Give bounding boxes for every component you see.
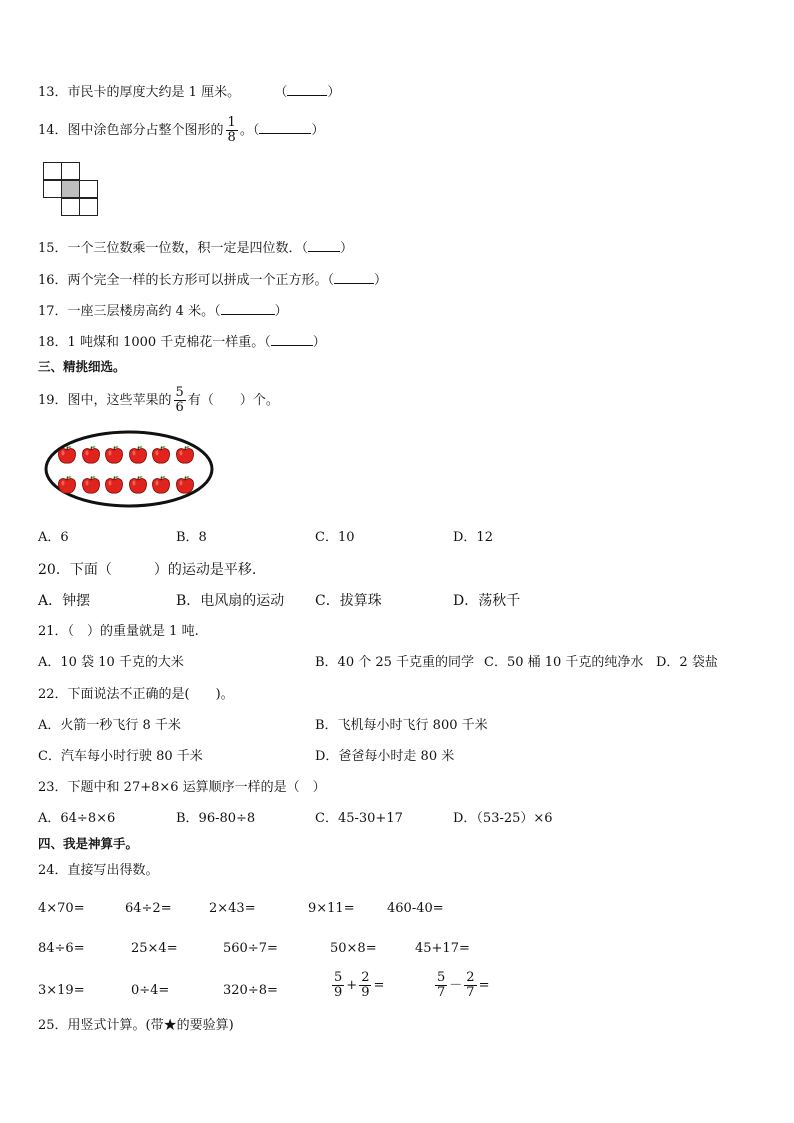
q19-option-b[interactable]: B．8 xyxy=(176,530,207,545)
grid-cell xyxy=(43,162,62,180)
question-15 xyxy=(38,238,353,258)
q19-option-d[interactable]: D．12 xyxy=(453,530,493,545)
calc-item: 50×8= xyxy=(330,941,377,956)
q23-option-a[interactable]: A．64÷8×6 xyxy=(38,811,116,826)
fraction-denominator: 7 xyxy=(437,985,446,1000)
apple-icon xyxy=(57,445,77,463)
calc-item: 460-40= xyxy=(387,901,444,916)
calc-item: 25×4= xyxy=(131,941,178,956)
paren-close: ） xyxy=(374,273,388,288)
question-13-text: 13．市民卡的厚度大约是 1 厘米。 xyxy=(38,85,241,100)
question-21: 21．（ ）的重量就是 1 吨. xyxy=(38,624,199,639)
apple-oval xyxy=(44,430,216,510)
q21-option-b[interactable]: B．40 个 25 千克重的同学 xyxy=(315,655,475,670)
fraction-five-sixths xyxy=(174,386,186,415)
fraction-addition xyxy=(330,971,384,1000)
grid-cell xyxy=(79,198,98,216)
operator: + xyxy=(346,978,358,993)
question-19-after: 有（ ）个。 xyxy=(187,393,279,408)
q20-option-b[interactable]: B．电风扇的运动 xyxy=(176,593,285,609)
apple-icon xyxy=(57,475,77,493)
question-13 xyxy=(38,82,340,102)
apple-icon xyxy=(104,445,124,463)
fraction-numerator: 2 xyxy=(466,970,475,985)
fraction-denominator: 7 xyxy=(466,985,475,1000)
answer-blank-16[interactable] xyxy=(334,270,374,284)
question-19-text: 19．图中，这些苹果的 xyxy=(38,393,172,408)
operator: － xyxy=(449,978,463,993)
grid-figure xyxy=(43,162,103,222)
q21-option-a[interactable]: A．10 袋 10 千克的大米 xyxy=(38,655,184,670)
fraction-denominator: 9 xyxy=(361,985,370,1000)
apple-icon xyxy=(128,475,148,493)
equals-sign: = xyxy=(373,978,385,993)
fraction-numerator: 5 xyxy=(175,385,184,400)
fraction-subtraction xyxy=(433,971,489,1000)
q19-option-c[interactable]: C．10 xyxy=(315,530,355,545)
fraction xyxy=(435,971,447,1000)
question-14 xyxy=(38,116,324,145)
question-15-text: 15．一个三位数乘一位数，积一定是四位数．（ xyxy=(38,241,309,256)
apple-icon xyxy=(104,475,124,493)
paren-open: （ xyxy=(274,85,288,100)
fraction-denominator: 9 xyxy=(334,985,343,1000)
paren-close: ） xyxy=(311,123,325,138)
grid-cell xyxy=(61,198,80,216)
section-heading-3: 三、精挑细选。 xyxy=(38,359,126,374)
q19-option-a[interactable]: A．6 xyxy=(38,530,69,545)
question-24: 24．直接写出得数。 xyxy=(38,863,159,878)
fraction xyxy=(464,971,476,1000)
apple-icon xyxy=(151,475,171,493)
question-14-after: 。（ xyxy=(239,123,260,138)
question-17 xyxy=(38,301,288,321)
question-14-text: 14．图中涂色部分占整个图形的 xyxy=(38,123,224,138)
question-16-text: 16．两个完全一样的长方形可以拼成一个正方形。（ xyxy=(38,273,335,288)
question-17-text: 17．一座三层楼房高约 4 米。（ xyxy=(38,304,221,319)
calc-item: 3×19= xyxy=(38,983,85,998)
grid-cell xyxy=(61,162,80,180)
answer-blank-15[interactable] xyxy=(308,238,340,252)
question-18 xyxy=(38,332,326,352)
calc-item: 2×43= xyxy=(209,901,256,916)
q22-option-d[interactable]: D．爸爸每小时走 80 米 xyxy=(315,749,455,764)
calc-item: 9×11= xyxy=(308,901,355,916)
section-heading-4: 四、我是神算手。 xyxy=(38,836,139,851)
q20-option-a[interactable]: A．钟摆 xyxy=(38,593,91,609)
q23-option-c[interactable]: C．45-30+17 xyxy=(315,811,403,826)
calc-item: 84÷6= xyxy=(38,941,85,956)
fraction-numerator: 5 xyxy=(437,970,446,985)
fraction-denominator: 8 xyxy=(227,130,236,145)
q21-option-c[interactable]: C．50 桶 10 千克的纯净水 xyxy=(484,655,644,670)
fraction xyxy=(332,971,344,1000)
q23-option-b[interactable]: B．96-80÷8 xyxy=(176,811,256,826)
answer-blank-14[interactable] xyxy=(259,120,311,134)
question-20: 20．下面（ ）的运动是平移. xyxy=(38,562,257,578)
grid-cell xyxy=(79,180,98,198)
calc-item: 45+17= xyxy=(415,941,470,956)
answer-blank-13[interactable] xyxy=(287,82,327,96)
apple-icon xyxy=(81,475,101,493)
fraction-denominator: 6 xyxy=(175,400,184,415)
q22-option-a[interactable]: A．火箭一秒飞行 8 千米 xyxy=(38,718,181,733)
paren-close: ） xyxy=(274,304,288,319)
paren-close: ） xyxy=(340,241,354,256)
question-25: 25．用竖式计算。(带★的要验算) xyxy=(38,1018,234,1033)
calc-item: 0÷4= xyxy=(131,983,170,998)
fraction-numerator: 5 xyxy=(334,970,343,985)
q23-option-d[interactable]: D．（53-25）×6 xyxy=(453,811,553,826)
equals-sign: = xyxy=(478,978,490,993)
q22-option-b[interactable]: B．飞机每小时飞行 800 千米 xyxy=(315,718,488,733)
fraction-numerator: 1 xyxy=(227,115,236,130)
calc-item: 4×70= xyxy=(38,901,85,916)
q20-option-c[interactable]: C．拔算珠 xyxy=(315,593,382,609)
fraction xyxy=(359,971,371,1000)
q20-option-d[interactable]: D．荡秋千 xyxy=(453,593,521,609)
calc-item: 320÷8= xyxy=(223,983,278,998)
question-18-text: 18．1 吨煤和 1000 千克棉花一样重。（ xyxy=(38,335,271,350)
q22-option-c[interactable]: C．汽车每小时行驶 80 千米 xyxy=(38,749,203,764)
apple-icon xyxy=(128,445,148,463)
apple-icon xyxy=(81,445,101,463)
paren-close: ） xyxy=(327,85,341,100)
calc-item: 64÷2= xyxy=(125,901,172,916)
fraction-one-eighth xyxy=(226,116,238,145)
apple-icon xyxy=(175,475,195,493)
question-22: 22．下面说法不正确的是( )。 xyxy=(38,687,234,702)
paren-close: ） xyxy=(312,335,326,350)
question-19 xyxy=(38,386,279,415)
calc-item: 560÷7= xyxy=(223,941,278,956)
grid-cell xyxy=(43,180,62,198)
question-16 xyxy=(38,270,387,290)
grid-cell-shaded xyxy=(61,180,80,198)
fraction-numerator: 2 xyxy=(361,970,370,985)
answer-blank-17[interactable] xyxy=(221,301,275,315)
answer-blank-18[interactable] xyxy=(271,332,313,346)
apple-figure xyxy=(44,430,216,510)
apple-icon xyxy=(151,445,171,463)
apple-icon xyxy=(175,445,195,463)
q21-option-d[interactable]: D．2 袋盐 xyxy=(656,655,718,670)
question-23: 23．下题中和 27+8×6 运算顺序一样的是（ ） xyxy=(38,780,326,795)
